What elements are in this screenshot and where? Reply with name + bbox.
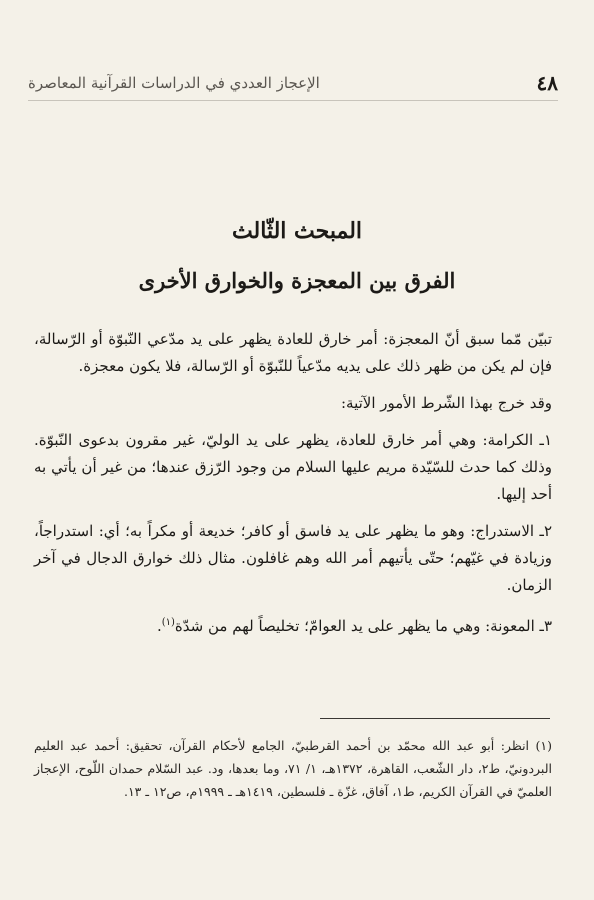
- section-subtitle: الفرق بين المعجزة والخوارق الأخرى: [138, 268, 456, 293]
- footnote-divider: [320, 718, 550, 719]
- page-number: ٤٨: [536, 71, 558, 95]
- list-item-istidraj: ٢ـ الاستدراج: وهو ما يظهر على يد فاسق أو كافر؛ خديعة أو مكراً به؛ أي: استدراجاً، وزيادة في غيّهم؛ حتّى يأتيهم أمر الله وهم غافلون. مثال ذلك خوارق الدجال في آخر الزمان.: [34, 522, 552, 594]
- footnote-1: (١) انظر: أبو عبد الله محمّد بن أحمد القرطبيّ، الجامع لأحكام القرآن، تحقيق: أحمد عبد العليم البردونيّ، ط٢، دار الشّعب، القاهرة، ١٣٧٢هـ، ١/ ٧١، وما بعدها، ود. عبد السّلام حمدان اللّوح، الإعجاز العلميّ في القرآن الكريم، ط١، آفاق، غزّة ـ فلسطين، ١٤١٩هـ ـ ١٩٩٩م، ص١٢ ـ ١٣.: [34, 738, 552, 799]
- section-title: المبحث الثّالث: [231, 218, 363, 244]
- list-item-karama: ١ـ الكرامة: وهي أمر خارق للعادة، يظهر على يد الوليّ، غير مقرون بدعوى النّبوّة. وذلك كما حدث للسّيّدة مريم عليها السلام من وجود الرّزق عندها؛ من غير أن يأتي به أحد إليها.: [34, 431, 552, 503]
- running-title: الإعجاز العددي في الدراسات القرآنية المعاصرة: [28, 74, 320, 92]
- running-header: [28, 70, 558, 101]
- footnote-reference[interactable]: (١): [161, 617, 175, 628]
- paragraph-intro: وقد خرج بهذا الشّرط الأمور الآتية:: [340, 394, 552, 412]
- paragraph-definition: تبيّن مّما سبق أنّ المعجزة: أمر خارق للعادة يظهر على يد مدّعي النّبوّة أو الرّسالة، فإن لم يكن من ظهر ذلك على يديه مدّعياً للنّبوّة أو الرّسالة، فلا يكون معجزة.: [34, 330, 552, 375]
- list-item-maouna: [34, 609, 552, 640]
- list-item-maouna-text: ٣ـ المعونة: وهي ما يظهر على يد العوامّ؛ تخليصاً لهم من شدّة: [174, 617, 552, 635]
- footnotes: [34, 734, 552, 803]
- list-item-maouna-end: .: [156, 617, 162, 635]
- body-text: [34, 326, 552, 650]
